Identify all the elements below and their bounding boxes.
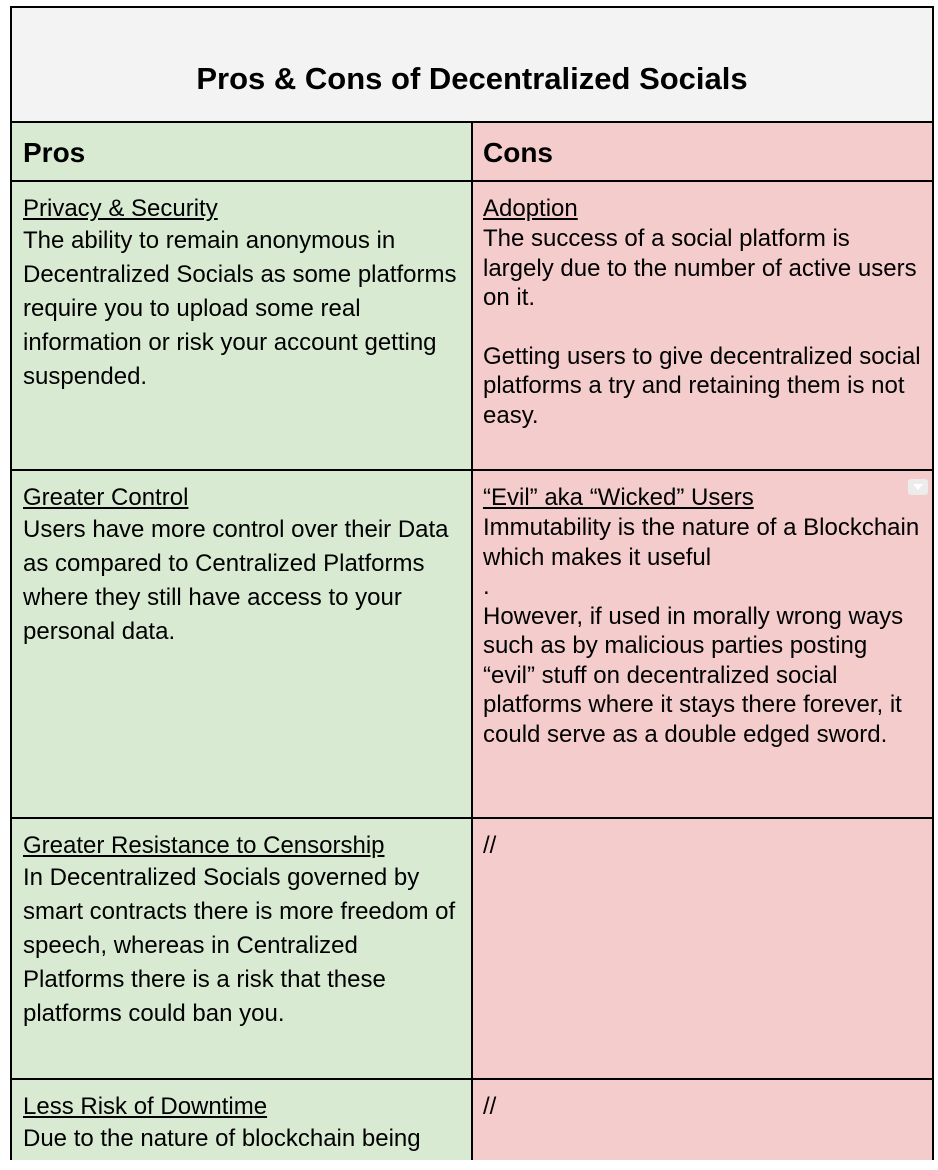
dropdown-arrow-icon[interactable] xyxy=(908,479,928,495)
pro-body: Users have more control over their Data as compared to Centralized Platforms where they still have access to your personal data. xyxy=(23,516,449,645)
column-divider xyxy=(471,123,473,1160)
pro-body: In Decentralized Socials governed by smart contracts there is more freedom of speech, whereas in Centralized Platforms there is a risk that these platforms could ban you. xyxy=(23,864,456,1027)
con-cell-evil-users[interactable] xyxy=(473,471,932,817)
pro-cell-control[interactable] xyxy=(12,471,471,817)
con-title: Adoption xyxy=(483,195,578,222)
pros-header-cell[interactable] xyxy=(12,123,471,180)
pro-title: Greater Control xyxy=(23,484,189,511)
con-paragraph: The success of a social platform is largely due to the number of active users on it. xyxy=(483,225,917,311)
pros-header: Pros xyxy=(23,137,86,168)
pro-cell-downtime[interactable] xyxy=(12,1080,471,1160)
con-title: “Evil” aka “Wicked” Users xyxy=(483,484,754,511)
pro-cell-censorship[interactable] xyxy=(12,819,471,1078)
table-title: Pros & Cons of Decentralized Socials xyxy=(196,61,748,96)
con-cell-adoption[interactable] xyxy=(473,182,932,469)
pro-title: Privacy & Security xyxy=(23,195,218,222)
title-cell[interactable] xyxy=(12,8,932,123)
pros-cons-table xyxy=(10,6,934,1160)
con-placeholder: // xyxy=(483,1093,497,1120)
con-line: . xyxy=(483,573,490,600)
con-body xyxy=(483,224,932,430)
pro-body: The ability to remain anonymous in Decentralized Socials as some platforms require you to upload some real information or risk your account getting suspended. xyxy=(23,227,457,390)
con-placeholder: // xyxy=(483,832,497,859)
con-cell-empty[interactable] xyxy=(473,1080,932,1160)
cons-header: Cons xyxy=(483,137,553,168)
con-cell-empty[interactable] xyxy=(473,819,932,1078)
con-line: However, if used in morally wrong ways such as by malicious parties posting “evil” stuff on decentralized social platforms where it stays there forever, it could serve as a double edged sword. xyxy=(483,602,904,748)
pro-body: Due to the nature of blockchain being xyxy=(23,1125,421,1152)
pro-title: Greater Resistance to Censorship xyxy=(23,832,385,859)
pro-cell-privacy[interactable] xyxy=(12,182,471,469)
cons-header-cell[interactable] xyxy=(473,123,932,180)
con-body xyxy=(483,513,932,749)
pro-title: Less Risk of Downtime xyxy=(23,1093,268,1120)
con-line: Immutability is the nature of a Blockchain which makes it useful xyxy=(483,514,920,571)
con-paragraph: Getting users to give decentralized social platforms a try and retaining them is not easy. xyxy=(483,342,921,429)
